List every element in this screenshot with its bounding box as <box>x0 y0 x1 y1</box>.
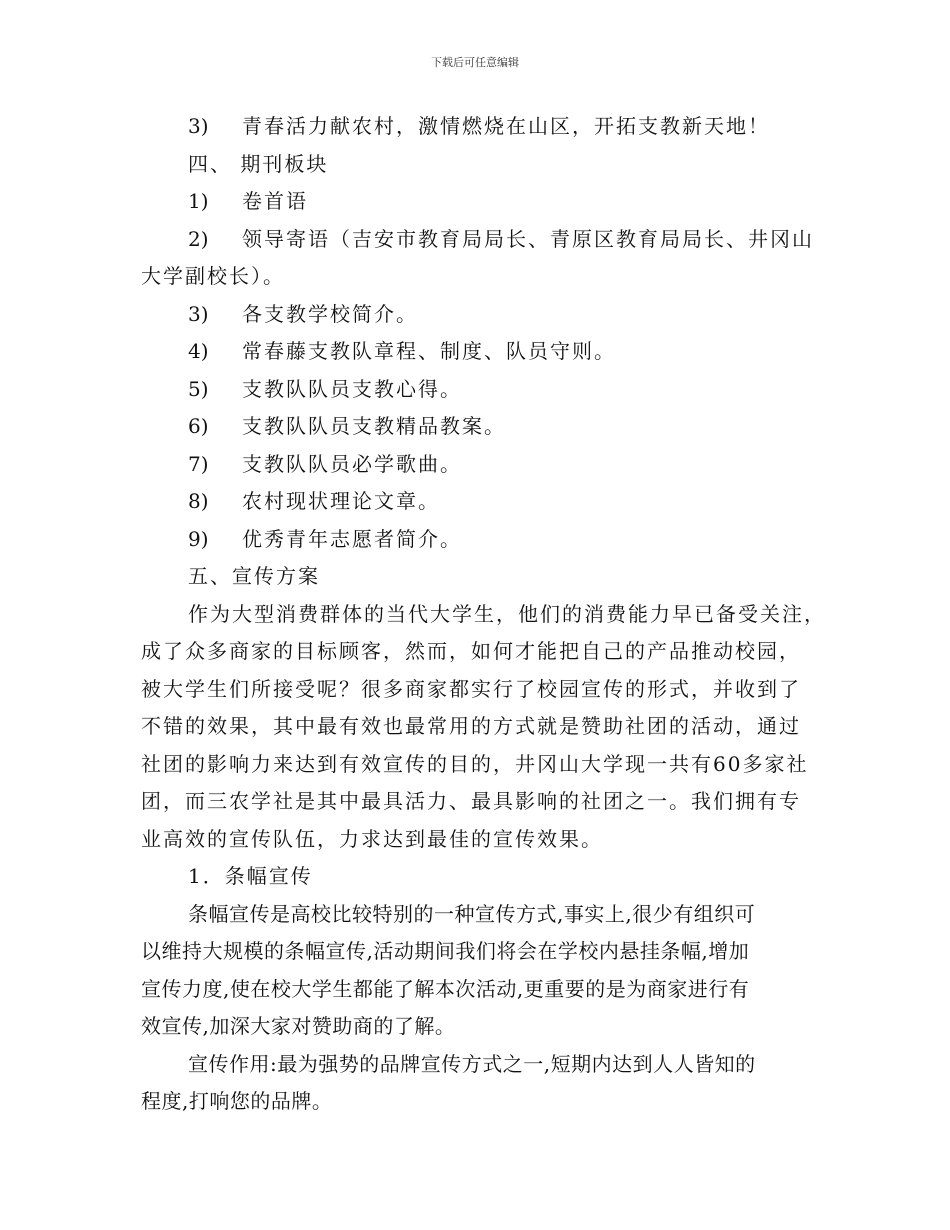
paragraph-line: 程度,打响您的品牌。 <box>141 1089 333 1113</box>
list-item-text: 农村现状理论文章。 <box>242 489 440 513</box>
list-item-continuation: 大学副校长）。 <box>141 264 285 288</box>
list-item <box>141 333 811 371</box>
paragraph-line: 宣传作用:最为强势的品牌宣传方式之一,短期内达到人人皆知的 <box>188 1051 756 1076</box>
list-item-number: 6) <box>188 414 209 438</box>
list-item-number: 3) <box>188 301 209 326</box>
list-item-text: 支教队队员支教心得。 <box>242 376 462 401</box>
list-item-number: 1) <box>188 189 209 213</box>
paragraph-line: 成了众多商家的目标顾客，然而，如何才能把自己的产品推动校园， <box>141 639 801 663</box>
subsection-heading: 1．条幅宣传 <box>188 864 313 888</box>
list-item <box>141 483 811 521</box>
list-item <box>141 221 814 259</box>
list-item-text: 支教队队员支教精品教案。 <box>242 414 506 438</box>
list-item-number: 5) <box>188 376 209 401</box>
paragraph-line: 宣传力度,使在校大学生都能了解本次活动,更重要的是为商家进行有 <box>141 976 750 1001</box>
paragraph-line: 不错的效果，其中最有效也最常用的方式就是赞助社团的活动，通过 <box>141 714 801 738</box>
list-item <box>141 183 811 221</box>
list-item-text: 常春藤支教队章程、制度、队员守则。 <box>242 339 616 363</box>
list-item-number: 3) <box>188 114 209 138</box>
paragraph-line: 条幅宣传是高校比较特别的一种宣传方式,事实上,很少有组织可 <box>188 901 756 926</box>
list-item-text: 领导寄语（吉安市教育局局长、青原区教育局局长、井冈山 <box>242 226 814 251</box>
list-item <box>141 446 811 484</box>
list-item <box>141 371 811 409</box>
paragraph-line: 团，而三农学社是其中最具活力、最具影响的社团之一。我们拥有专 <box>141 789 801 813</box>
section-heading: 四、 期刊板块 <box>188 151 329 176</box>
list-item <box>141 296 811 334</box>
paragraph-line: 以维持大规模的条幅宣传,活动期间我们将会在学校内悬挂条幅,增加 <box>141 939 750 963</box>
paragraph-line: 被大学生们所接受呢？很多商家都实行了校园宣传的形式，并收到了 <box>141 676 801 701</box>
list-item <box>141 521 811 559</box>
list-item-number: 8) <box>188 489 209 513</box>
list-item <box>141 408 811 446</box>
paragraph-line: 作为大型消费群体的当代大学生，他们的消费能力早已备受关注， <box>188 601 826 626</box>
list-item-number: 9) <box>188 526 209 551</box>
section-heading: 五、宣传方案 <box>188 564 320 588</box>
list-item-text: 优秀青年志愿者简介。 <box>242 526 462 551</box>
paragraph-line: 业高效的宣传队伍，力求达到最佳的宣传效果。 <box>141 826 603 851</box>
list-item-number: 7) <box>188 451 209 476</box>
paragraph-line: 效宣传,加深大家对赞助商的了解。 <box>141 1014 456 1038</box>
list-item-text: 卷首语 <box>242 189 308 213</box>
document-body <box>141 108 826 1121</box>
list-item-text: 各支教学校简介。 <box>242 301 418 326</box>
list-item-text: 支教队队员必学歌曲。 <box>242 451 462 476</box>
page-header-note: 下载后可任意编辑 <box>431 56 519 69</box>
list-item-number: 4) <box>188 339 209 363</box>
list-item-text: 青春活力献农村，激情燃烧在山区，开拓支教新天地！ <box>242 114 770 138</box>
list-item-number: 2) <box>188 226 209 251</box>
paragraph-line: 社团的影响力来达到有效宣传的目的，井冈山大学现一共有60多家社 <box>141 751 809 776</box>
list-item <box>141 108 811 146</box>
